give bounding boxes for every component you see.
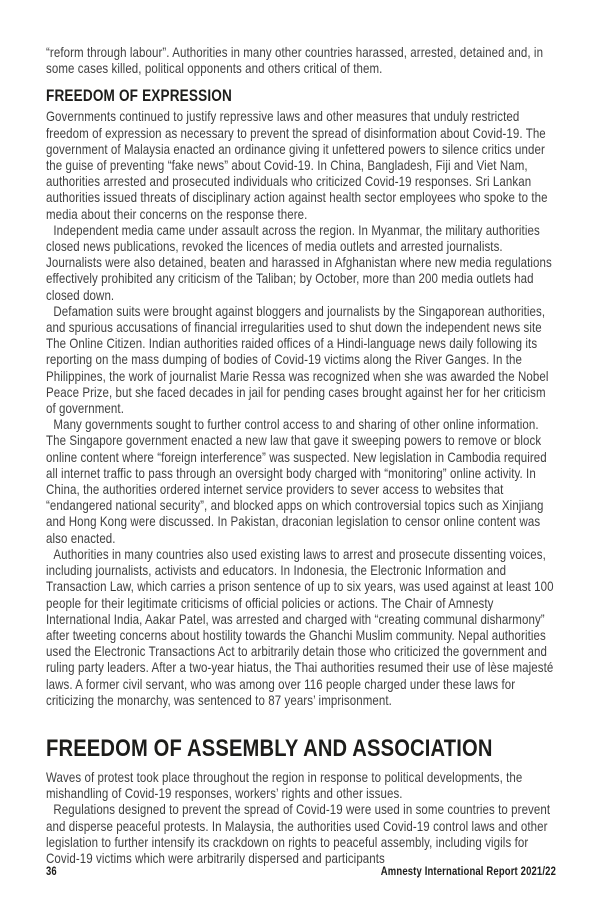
page-content (46, 44, 556, 866)
paragraph-assembly-1: Waves of protest took place throughout the region in response to political developments, the mishandling of Covid-19 responses, workers’ rights and other issues. (46, 768, 523, 802)
paragraph-expression-5: Authorities in many countries also used existing laws to arrest and prosecute dissenting voices, including journalists, activists and educators. In Indonesia, the Electronic Information and Transaction Law, which carries a prison sentence of up to six years, was used against at least 100 people for their legitimate criticisms of official policies or actions. The Chair of Amnesty International India, Aakar Patel, was arrested and charged with “creating communal disharmony” after tweeting concerns about hostility towards the Ghanchi Muslim community. Nepal authorities used the Electronic Transactions Act to arbitrarily detain those who criticized the government and ruling party leaders. After a two-year hiatus, the Thai authorities resumed their use of lèse majesté laws. A former civil servant, who was among over 116 people charged under these laws for criticizing the monarchy, was sentenced to 87 years’ imprisonment. (46, 545, 554, 708)
intro-paragraph: “reform through labour”. Authorities in many other countries harassed, arrested, detained and, in some cases killed, political opponents and others critical of them. (46, 44, 544, 77)
page-number: 36 (46, 866, 57, 878)
paragraph-expression-3: Defamation suits were brought against bloggers and journalists by the Singaporean authorities, and spurious accusations of financial irregularities used to shut down the independent news site The Online Citizen. Indian authorities raided offices of a Hindi-language news daily following its reporting on the mass dumping of bodies of Covid-19 victims along the River Ganges. In the Philippines, the work of journalist Marie Ressa was recognized when she was awarded the Nobel Peace Prize, but she faced decades in jail for pending cases brought against her for her criticism of government. (46, 302, 549, 417)
paragraph-assembly-2: Regulations designed to prevent the spread of Covid-19 were used in some countries to prevent and disperse peaceful protests. In Malaysia, the authorities used Covid-19 control laws and other legislation to further intensify its crackdown on rights to peaceful assembly, including vigils for Covid-19 victims which were arbitrarily dispersed and participants (46, 801, 551, 866)
page-footer (46, 866, 556, 878)
paragraph-expression-2: Independent media came under assault across the region. In Myanmar, the military authorities closed news publications, revoked the licences of media outlets and arrested journalists. Journalists were also detained, beaten and harassed in Afghanistan where new media regulations effectively prohibited any criticism of the Taliban; by October, more than 200 media outlets had closed down. (46, 221, 552, 303)
section-heading-freedom-of-assembly-and-association: FREEDOM OF ASSEMBLY AND ASSOCIATION (46, 734, 493, 762)
paragraph-expression-4: Many governments sought to further control access to and sharing of other online information. The Singapore government enacted a new law that gave it sweeping powers to remove or block online content where “foreign interference” was suspected. New legislation in Cambodia required all internet traffic to pass through an oversight body charged with “monitoring” online activity. In China, the authorities ordered internet service providers to sever access to websites that “endangered national security”, and blocked apps on which controversial topics such as Xinjiang and Hong Kong were discussed. In Pakistan, draconian legislation to censor online content was also enacted. (46, 416, 547, 546)
footer-report-title: Amnesty International Report 2021/22 (380, 866, 557, 878)
section-heading-freedom-of-expression: FREEDOM OF EXPRESSION (46, 87, 232, 106)
paragraph-expression-1: Governments continued to justify repressive laws and other measures that unduly restricted freedom of expression as necessary to prevent the spread of disinformation about Covid-19. The government of Malaysia enacted an ordinance giving it unfettered powers to silence critics under the guise of preventing “fake news” about Covid-19. In China, Bangladesh, Fiji and Viet Nam, authorities arrested and prosecuted individuals who criticized Covid-19 responses. Sri Lankan authorities issued threats of disciplinary action against health sector employees who spoke to the media about their concerns on the response there. (46, 108, 548, 222)
